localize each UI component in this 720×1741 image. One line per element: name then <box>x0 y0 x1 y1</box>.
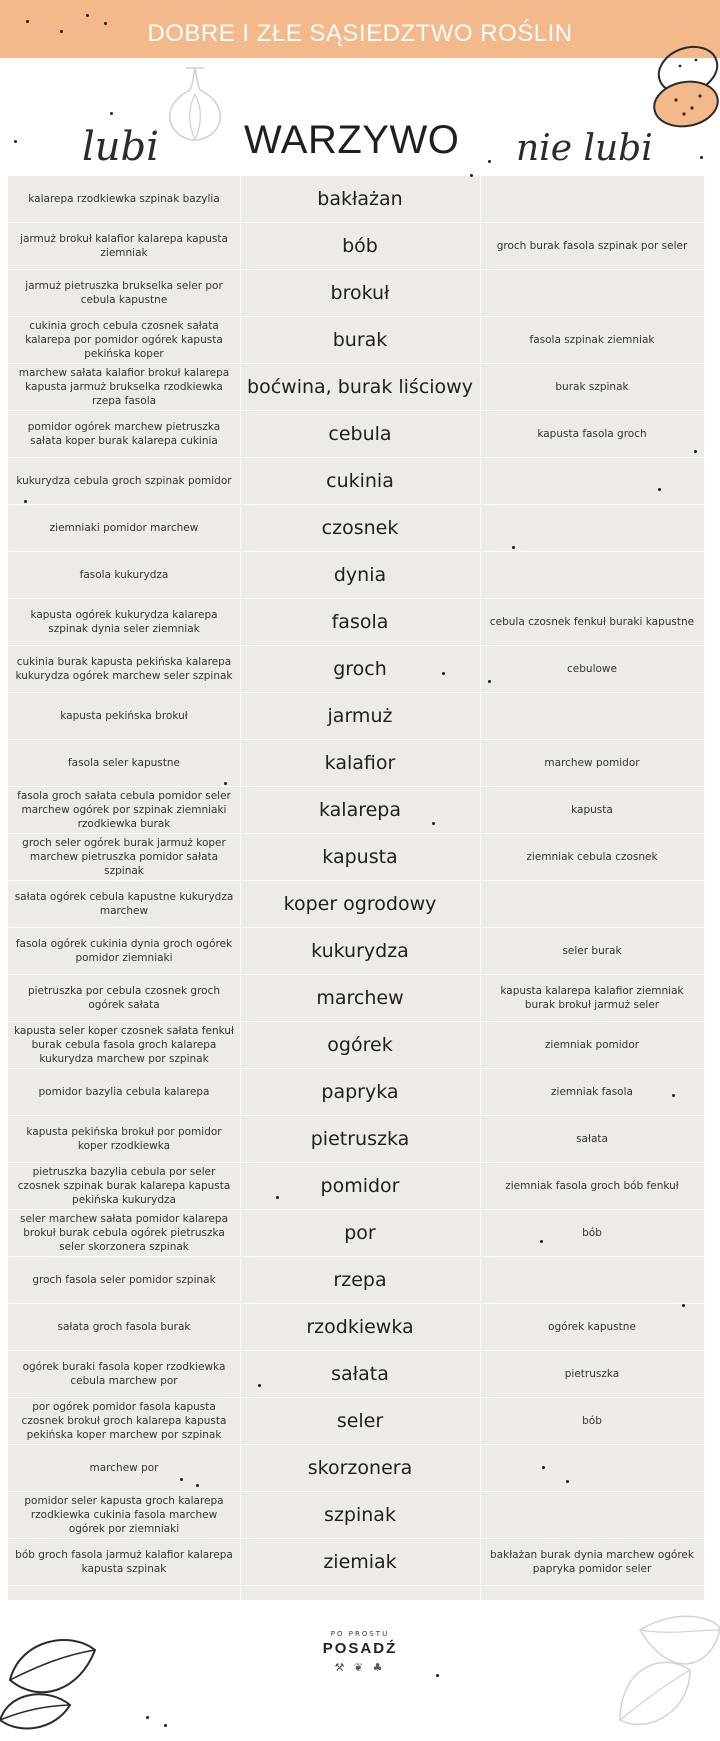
header-likes: lubi <box>82 124 159 170</box>
likes-cell: fasola kukurydza <box>79 569 169 581</box>
vegetable-cell: pomidor <box>320 1175 400 1197</box>
table-row <box>8 505 704 552</box>
likes-cell: kapusta seler koper czosnek sałata fenkuł burak cebula fasola groch kalarepa kukurydza marchew por szpinak <box>14 1025 235 1065</box>
table-row <box>8 364 704 411</box>
vegetable-cell: burak <box>332 329 388 351</box>
vegetable-cell: szpinak <box>324 1504 396 1526</box>
dislikes-cell: fasola szpinak ziemniak <box>529 334 655 346</box>
likes-cell: pietruszka por cebula czosnek groch ogórek sałata <box>27 985 221 1011</box>
likes-cell: jarmuż pietruszka brukselka seler por cebula kapustne <box>25 280 223 306</box>
likes-cell: ogórek buraki fasola koper rzodkiewka cebula marchew por <box>22 1361 226 1387</box>
vegetable-cell: dynia <box>333 564 387 586</box>
table-row <box>8 1116 704 1163</box>
leaf-outline-icon <box>600 1600 720 1741</box>
decor-dot <box>436 1674 439 1677</box>
table-row <box>8 552 704 599</box>
decor-dot <box>682 1304 685 1307</box>
vegetable-cell: por <box>344 1222 376 1244</box>
likes-cell: cukinia burak kapusta pekińska kalarepa kukurydza ogórek marchew seler szpinak <box>15 656 233 682</box>
decor-dot <box>432 822 435 825</box>
potato-icon <box>640 40 720 130</box>
dislikes-cell <box>480 458 704 504</box>
likes-cell: groch fasola seler pomidor szpinak <box>32 1274 216 1286</box>
likes-cell: fasola groch sałata cebula pomidor seler marchew ogórek por szpinak ziemniaki rzodkiewka burak <box>17 790 231 830</box>
vegetable-cell: ziemiak <box>323 1551 397 1573</box>
table-row <box>8 787 704 834</box>
vegetable-cell: groch <box>333 658 387 680</box>
title-banner <box>0 0 720 58</box>
dislikes-cell: bób <box>582 1415 602 1427</box>
table-row <box>8 975 704 1022</box>
dislikes-cell: ogórek kapustne <box>548 1321 636 1333</box>
vegetable-cell: fasola <box>331 611 389 633</box>
decor-dot <box>566 1480 569 1483</box>
vegetable-cell: jarmuż <box>327 705 393 727</box>
dislikes-cell <box>480 270 704 316</box>
decor-dot <box>542 1466 545 1469</box>
table-row <box>8 1304 704 1351</box>
likes-cell: kapusta pekińska brokuł <box>60 710 188 722</box>
decor-dot <box>146 1716 149 1719</box>
likes-cell: por ogórek pomidor fasola kapusta czosnek brokuł groch kalarepa kapusta pekińska koper marchew por szpinak <box>21 1401 227 1441</box>
decor-dot <box>86 14 89 17</box>
dislikes-cell <box>480 552 704 598</box>
dislikes-cell: ziemniak pomidor <box>544 1039 640 1051</box>
basil-leaves-icon <box>0 1610 110 1730</box>
decor-dot <box>658 488 661 491</box>
likes-cell: bób groch fasola jarmuż kalafior kalarepa kapusta szpinak <box>15 1549 233 1575</box>
decor-dot <box>672 1094 675 1097</box>
dislikes-cell: cebulowe <box>567 663 617 675</box>
vegetable-cell: cebula <box>328 423 392 445</box>
likes-cell: kukurydza cebula groch szpinak pomidor <box>16 475 232 487</box>
page-title: DOBRE I ZŁE SĄSIEDZTWO ROŚLIN <box>147 20 573 47</box>
likes-cell: fasola ogórek cukinia dynia groch ogórek pomidor ziemniaki <box>15 938 233 964</box>
vegetable-cell: kalarepa <box>318 799 402 821</box>
dislikes-cell: pietruszka <box>564 1368 620 1380</box>
table-row <box>8 1210 704 1257</box>
decor-dot <box>512 546 515 549</box>
table-row <box>8 1539 704 1586</box>
dislikes-cell: cebula czosnek fenkuł buraki kapustne <box>489 616 695 628</box>
likes-cell: kapusta ogórek kukurydza kalarepa szpinak dynia seler ziemniak <box>30 609 218 635</box>
decor-dot <box>276 1196 279 1199</box>
dislikes-cell: groch burak fasola szpinak por seler <box>496 240 688 252</box>
likes-cell: marchew por <box>89 1462 159 1474</box>
table-row <box>8 176 704 223</box>
dislikes-cell: kapusta kalarepa kalafior ziemniak burak brokuł jarmuż seler <box>500 985 684 1011</box>
table-row <box>8 1398 704 1445</box>
vegetable-cell: marchew <box>316 987 404 1009</box>
vegetable-cell: boćwina, burak liściowy <box>247 376 473 398</box>
likes-cell: sałata ogórek cebula kapustne kukurydza marchew <box>14 891 234 917</box>
table-row <box>8 270 704 317</box>
decor-dot <box>24 500 27 503</box>
neighbourhood-table <box>8 176 704 1600</box>
decor-dot <box>14 140 17 143</box>
vegetable-cell: kukurydza <box>311 940 409 962</box>
table-row <box>8 881 704 928</box>
likes-cell: kapusta pekińska brokuł por pomidor koper rzodkiewka <box>26 1126 222 1152</box>
dislikes-cell <box>480 881 704 927</box>
dislikes-cell: burak szpinak <box>555 381 629 393</box>
decor-dot <box>104 22 107 25</box>
vegetable-cell: bób <box>342 235 378 257</box>
decor-dot <box>26 20 29 23</box>
decor-dot <box>110 112 113 115</box>
table-row <box>8 1257 704 1304</box>
likes-cell: pomidor seler kapusta groch kalarepa rzodkiewka cukinia fasola marchew ogórek por ziemniaki <box>24 1495 224 1535</box>
garden-tools-icon: ⚒ ❦ ♣ <box>334 1661 386 1674</box>
dislikes-cell: bób <box>582 1227 602 1239</box>
vegetable-cell: brokuł <box>330 282 390 304</box>
dislikes-cell <box>480 1492 704 1538</box>
likes-cell: groch seler ogórek burak jarmuż koper marchew pietruszka pomidor sałata szpinak <box>22 837 226 877</box>
dislikes-cell <box>480 1257 704 1303</box>
dislikes-cell: ziemniak fasola groch bób fenkuł <box>505 1180 679 1192</box>
likes-cell: jarmuż brokuł kalafior kalarepa kapusta ziemniak <box>20 233 228 259</box>
decor-dot <box>470 174 473 177</box>
table-row <box>8 834 704 881</box>
table-row <box>8 317 704 364</box>
table-row <box>8 599 704 646</box>
dislikes-cell <box>480 505 704 551</box>
vegetable-cell: seler <box>336 1410 384 1432</box>
decor-dot <box>488 160 491 163</box>
decor-dot <box>224 782 227 785</box>
vegetable-cell: czosnek <box>321 517 399 539</box>
dislikes-cell: bakłażan burak dynia marchew ogórek papryka pomidor seler <box>490 1549 694 1575</box>
header-dislikes: nie lubi <box>516 128 653 169</box>
table-row <box>8 928 704 975</box>
table-row <box>8 1022 704 1069</box>
dislikes-cell: ziemniak cebula czosnek <box>526 851 658 863</box>
vegetable-cell: pietruszka <box>310 1128 410 1150</box>
vegetable-cell: cukinia <box>326 470 394 492</box>
vegetable-cell: kalafior <box>324 752 396 774</box>
vegetable-cell: ogórek <box>327 1034 393 1056</box>
logo-title: POSADŹ <box>322 1640 398 1657</box>
decor-dot <box>694 450 697 453</box>
dislikes-cell: seler burak <box>562 945 622 957</box>
table-row <box>8 458 704 505</box>
decor-dot <box>442 672 445 675</box>
header-vegetable: WARZYWO <box>244 118 460 162</box>
dislikes-cell: marchew pomidor <box>544 757 640 769</box>
dislikes-cell <box>480 176 704 222</box>
likes-cell: marchew sałata kalafior brokuł kalarepa kapusta jarmuż brukselka rzodkiewka rzepa fasola <box>18 367 230 407</box>
table-row <box>8 646 704 693</box>
decor-dot <box>196 1484 199 1487</box>
decor-dot <box>540 1240 543 1243</box>
column-headers <box>0 58 720 176</box>
table-row <box>8 1351 704 1398</box>
vegetable-cell: skorzonera <box>307 1457 413 1479</box>
table-row <box>8 411 704 458</box>
likes-cell: kalarepa rzodkiewka szpinak bazylia <box>28 193 220 205</box>
garlic-icon <box>160 64 230 144</box>
dislikes-cell <box>480 1445 704 1491</box>
decor-dot <box>700 156 703 159</box>
table-row <box>8 693 704 740</box>
vegetable-cell: rzodkiewka <box>306 1316 414 1338</box>
table-row <box>8 223 704 270</box>
likes-cell: fasola seler kapustne <box>67 757 181 769</box>
likes-cell: sałata groch fasola burak <box>57 1321 191 1333</box>
table-row <box>8 1069 704 1116</box>
decor-dot <box>488 680 491 683</box>
posadz-logo <box>310 1630 410 1674</box>
likes-cell: pomidor bazylia cebula kalarepa <box>38 1086 210 1098</box>
likes-cell: ziemniaki pomidor marchew <box>49 522 199 534</box>
dislikes-cell: kapusta fasola groch <box>537 428 647 440</box>
decor-dot <box>180 1478 183 1481</box>
likes-cell: pomidor ogórek marchew pietruszka sałata koper burak kalarepa cukinia <box>27 421 221 447</box>
decor-dot <box>164 1724 167 1727</box>
decor-dot <box>60 30 63 33</box>
table-row <box>8 1492 704 1539</box>
vegetable-cell: koper ogrodowy <box>283 893 437 915</box>
footer <box>0 1600 720 1741</box>
vegetable-cell: papryka <box>321 1081 399 1103</box>
likes-cell: pietruszka bazylia cebula por seler czosnek szpinak burak kalarepa kapusta pekińska kukurydza <box>17 1166 231 1206</box>
vegetable-cell: bakłażan <box>317 188 403 210</box>
dislikes-cell: sałata <box>576 1133 608 1145</box>
dislikes-cell: kapusta <box>571 804 613 816</box>
dislikes-cell <box>480 693 704 739</box>
likes-cell: seler marchew sałata pomidor kalarepa brokuł burak cebula ogórek pietruszka seler skorzonera szpinak <box>19 1213 229 1253</box>
vegetable-cell: rzepa <box>333 1269 387 1291</box>
logo-small-text: PO PROSTU <box>330 1630 390 1638</box>
vegetable-cell: kapusta <box>322 846 398 868</box>
decor-dot <box>258 1384 261 1387</box>
table-row <box>8 1163 704 1210</box>
table-row <box>8 1445 704 1492</box>
table-row <box>8 740 704 787</box>
likes-cell: cukinia groch cebula czosnek sałata kalarepa por pomidor ogórek kapusta pekińska koper <box>25 320 223 360</box>
dislikes-cell: ziemniak fasola <box>551 1086 633 1098</box>
vegetable-cell: sałata <box>331 1363 389 1385</box>
